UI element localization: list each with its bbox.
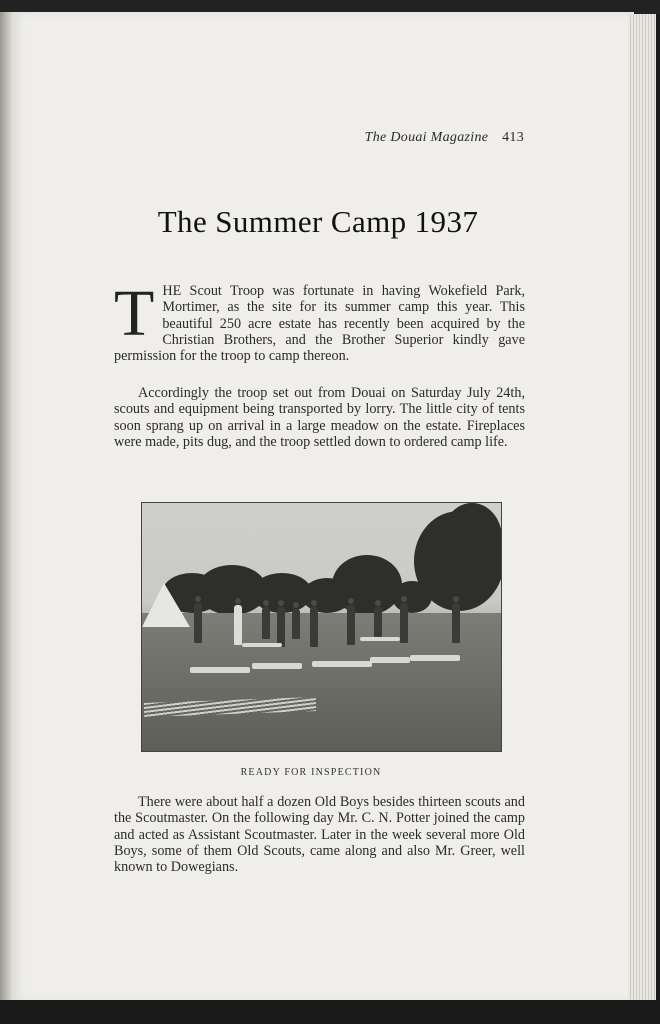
photo-kit	[312, 661, 372, 667]
photo-kit	[252, 663, 302, 669]
photo-scout	[310, 607, 318, 647]
photo-scout	[262, 607, 270, 639]
paragraph-1-text: HE Scout Troop was fortunate in having Wokefield Park, Mortimer, as the site for its summer camp this year. This beautiful 250 acre estate has recently been acquired by the Christian Brothers, and the Brother Superior kindly gave permission for the troop to camp thereon.	[114, 283, 525, 365]
photo-kit	[242, 643, 282, 647]
photo-scout	[194, 603, 202, 643]
running-head	[365, 130, 524, 146]
photo-caption: READY FOR INSPECTION	[240, 767, 382, 778]
photo-scout	[277, 607, 285, 647]
photo-scout	[234, 605, 242, 645]
photo-kit	[360, 637, 400, 641]
photo-scout	[400, 603, 408, 643]
photo-scout	[292, 609, 300, 639]
photo-scout	[374, 607, 382, 637]
photo-scout	[452, 603, 460, 643]
photo-kit	[410, 655, 460, 661]
photo-kit	[370, 657, 410, 663]
article-title: The Summer Camp 1937	[157, 204, 479, 239]
paragraph-3: There were about half a dozen Old Boys besides thirteen scouts and the Scoutmaster. On the following day Mr. C. N. Potter joined the camp and acted as Assistant Scoutmaster. Later in the week several more Old Boys, some of them Old Scouts, came along and also Mr. Greer, well known to Dowegians.	[114, 794, 525, 876]
magazine-name: The Douai Magazine	[364, 130, 489, 145]
camp-photograph	[141, 502, 502, 752]
book-cover-bottom	[0, 1000, 660, 1024]
page-edges	[628, 14, 656, 1000]
paragraph-2: Accordingly the troop set out from Douai on Saturday July 24th, scouts and equipment being transported by lorry. The little city of tents soon sprang up on arrival in a large meadow on the estate. Fireplaces were made, pits dug, and the troop settled down to ordered camp life.	[114, 385, 525, 450]
paragraph-1	[114, 277, 525, 365]
drop-cap: T	[114, 277, 155, 350]
photo-tent	[142, 583, 190, 627]
page-number: 413	[502, 130, 524, 145]
photo-scout	[347, 605, 355, 645]
photo-kit	[190, 667, 250, 673]
photo-tree	[332, 555, 402, 615]
photo-tree	[442, 503, 502, 573]
